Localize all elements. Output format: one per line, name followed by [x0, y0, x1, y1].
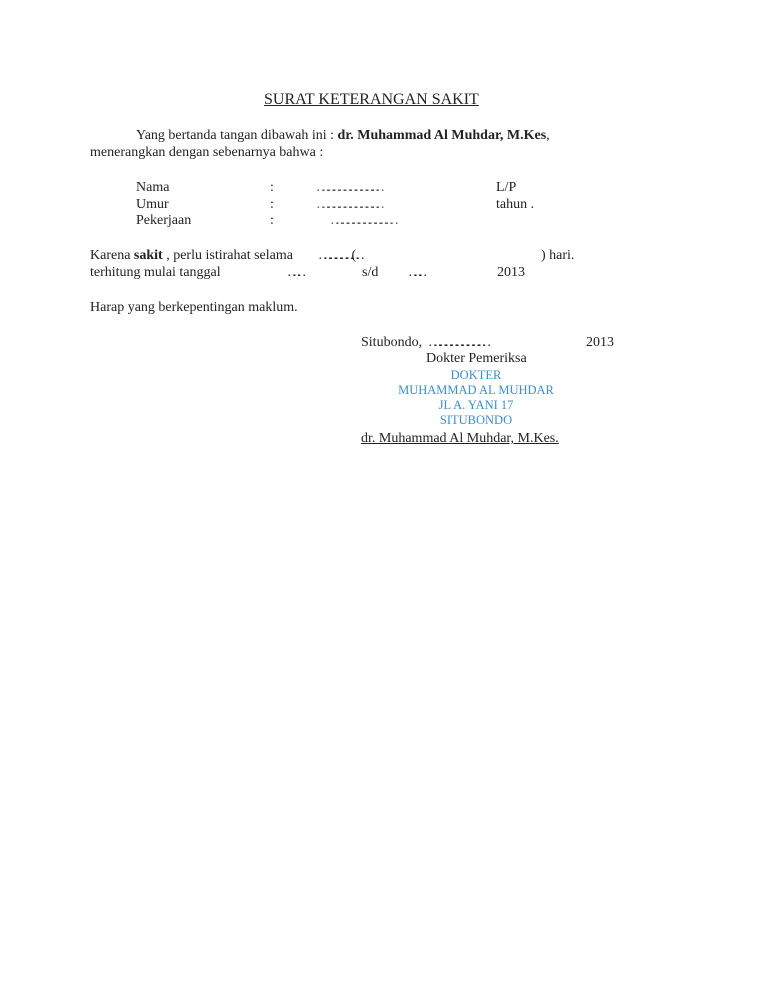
stamp-line: MUHAMMAD AL MUHDAR [398, 383, 554, 397]
reason-sakit: sakit [133, 248, 163, 263]
intro-suffix: , [546, 128, 550, 143]
stamp-line: SITUBONDO [439, 413, 513, 427]
reason-line [90, 248, 293, 264]
field-suffix-tahun: tahun . [496, 197, 535, 212]
signature-year: 2013 [586, 335, 614, 350]
field-colon: : [270, 197, 274, 212]
intro-line [136, 128, 550, 144]
reason-dots: ………………… ( [318, 248, 348, 263]
field-dots-pekerjaan: …………………………… [330, 213, 391, 228]
reason-line-2: terhitung mulai tanggal [90, 265, 221, 280]
reason-prefix: Karena [90, 248, 134, 263]
signature-place: Situbondo, [361, 335, 423, 350]
date-year: 2013 [497, 265, 525, 280]
field-colon: : [270, 213, 274, 228]
field-label-pekerjaan: Pekerjaan [136, 213, 192, 228]
stamp-line: DOKTER [450, 368, 502, 382]
doctor-name: dr. Muhammad Al Muhdar, M.Kes [337, 128, 547, 143]
field-suffix-lp: L/P [496, 180, 517, 195]
field-label-umur: Umur [136, 197, 169, 212]
field-dots-nama: …………………………….. [316, 180, 367, 195]
reason-close: ) hari. [541, 248, 575, 263]
field-label-nama: Nama [136, 180, 170, 195]
document-title: SURAT KETERANGAN SAKIT [264, 91, 479, 108]
field-dots-umur: …………………………….. [316, 197, 367, 212]
signature-role: Dokter Pemeriksa [426, 351, 527, 366]
reason-rest: , perlu istirahat selama [162, 248, 293, 263]
stamp-line: JL A. YANI 17 [438, 398, 514, 412]
date-from: …… [287, 265, 298, 280]
signature-dots: ………………………… [428, 335, 483, 350]
date-sd: s/d [362, 265, 379, 280]
closing-text: Harap yang berkepentingan maklum. [90, 300, 298, 315]
field-colon: : [270, 180, 274, 195]
intro-text: Yang bertanda tangan dibawah ini : [136, 128, 338, 143]
intro-line-2: menerangkan dengan sebenarnya bahwa : [90, 145, 324, 160]
signature-name: dr. Muhammad Al Muhdar, M.Kes. [361, 431, 559, 446]
date-to: …….. [408, 265, 409, 280]
